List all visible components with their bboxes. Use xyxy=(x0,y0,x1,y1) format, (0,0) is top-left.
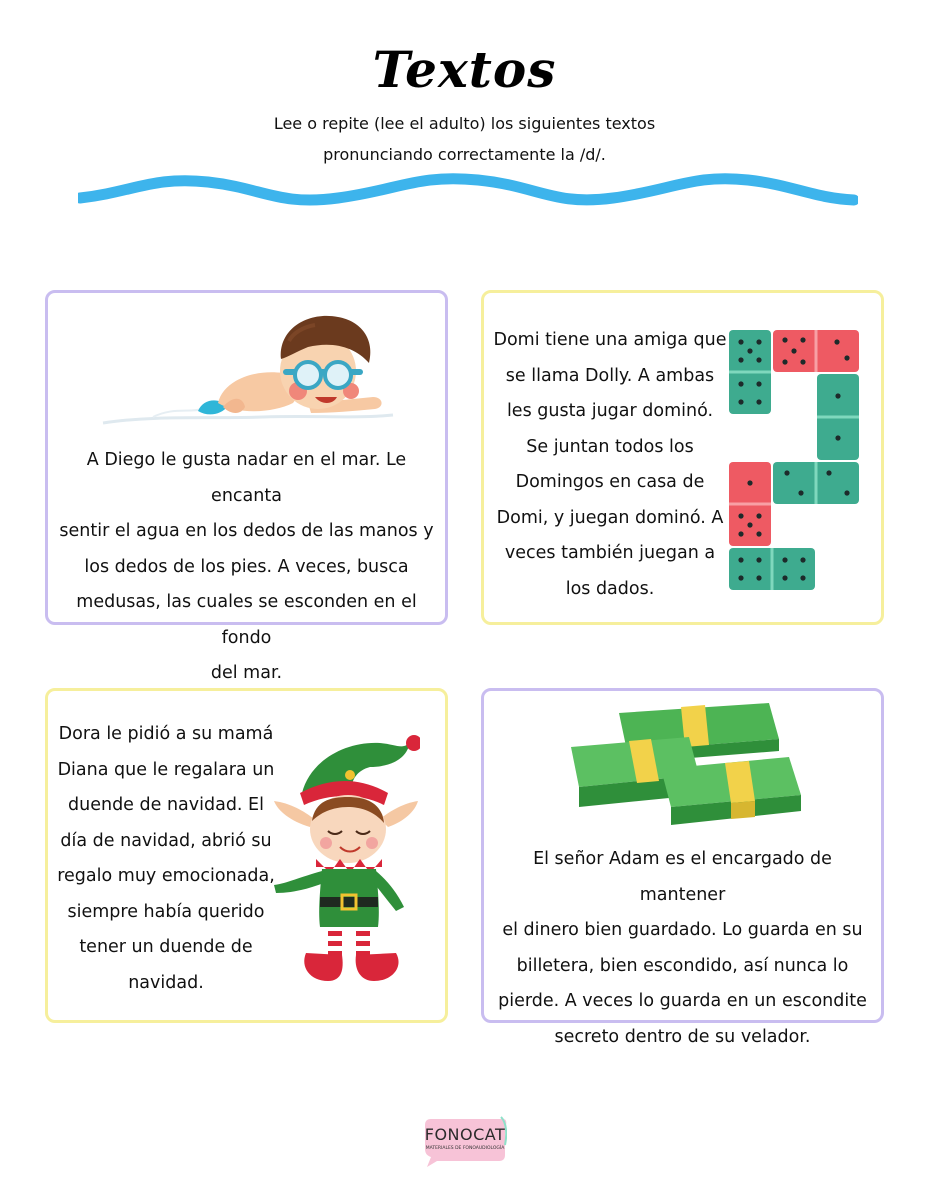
text-line: duende de navidad. El xyxy=(68,795,264,815)
text-line: les gusta jugar dominó. xyxy=(506,401,714,421)
text-line: tener un duende de xyxy=(79,937,253,957)
page-title: Textos xyxy=(372,40,557,99)
boy-swimming-icon xyxy=(93,311,403,431)
card-adam xyxy=(481,688,884,1047)
money-stacks-icon xyxy=(569,699,804,829)
text-line: A Diego le gusta nadar en el mar. Le encanta xyxy=(86,450,407,506)
card-domi-text xyxy=(492,323,728,607)
text-line: Domingos en casa de xyxy=(515,472,705,492)
card-adam-text xyxy=(489,842,876,1055)
text-line: navidad. xyxy=(128,972,204,993)
text-line: Diana que le regalara un xyxy=(57,759,275,780)
card-dora-text xyxy=(56,717,276,1001)
text-line: Dora le pidió a su mamá xyxy=(58,724,274,744)
domino-tiles-icon xyxy=(727,328,862,593)
text-line: sentir el agua en los dedos de las manos y xyxy=(59,521,434,541)
text-line: El señor Adam es el encargado de mantener xyxy=(533,849,832,905)
text-line: los dedos de los pies. A veces, busca xyxy=(84,556,409,577)
text-line: día de navidad, abrió su xyxy=(60,830,272,851)
text-line: se llama Dolly. A ambas xyxy=(505,365,715,386)
card-dora xyxy=(45,688,448,1023)
text-line: los dados. xyxy=(565,578,655,599)
fonocat-logo xyxy=(423,1115,507,1167)
card-domi xyxy=(481,290,884,625)
card-diego xyxy=(45,290,448,683)
text-line: secreto dentro de su velador. xyxy=(554,1026,811,1047)
logo-text: FONOCAT xyxy=(424,1125,506,1144)
text-line: pierde. A veces lo guarda en un escondite xyxy=(498,991,867,1011)
text-line: medusas, las cuales se esconden en el fondo xyxy=(76,592,417,648)
wave-divider xyxy=(78,168,858,218)
text-line: veces también juegan a xyxy=(504,543,716,563)
text-line: Se juntan todos los xyxy=(526,436,694,457)
text-line: del mar. xyxy=(210,663,283,683)
card-diego-text xyxy=(53,443,440,692)
text-line: Domi tiene una amiga que xyxy=(493,330,727,350)
logo-tagline: MATERIALES DE FONOAUDIOLOGÍA xyxy=(425,1146,505,1151)
text-line: regalo muy emocionada, xyxy=(57,866,275,886)
instruction-line-1: Lee o repite (lee el adulto) los siguientes textos xyxy=(273,114,656,133)
elf-icon xyxy=(270,731,420,986)
text-line: el dinero bien guardado. Lo guarda en su xyxy=(502,920,863,940)
instruction-line-2: pronunciando correctamente la /d/. xyxy=(323,145,606,164)
text-line: Domi, y juegan dominó. A xyxy=(496,507,724,528)
text-line: billetera, bien escondido, así nunca lo xyxy=(516,955,849,976)
text-line: siempre había querido xyxy=(67,901,265,922)
